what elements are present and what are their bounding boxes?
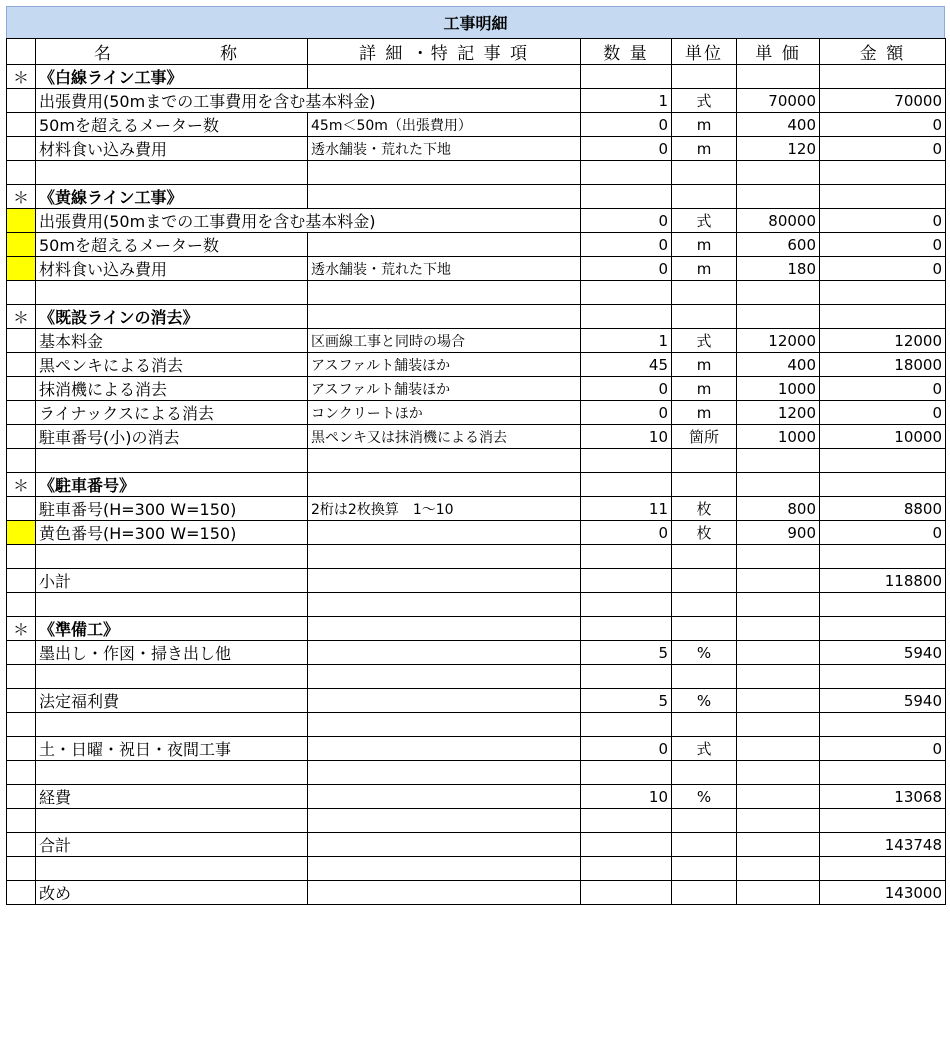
item-amount: 5940 [820,641,946,665]
row-name-cell [36,857,308,881]
row-mark-cell: ＊ [7,617,36,641]
item-detail [308,233,581,257]
item-unit [672,569,737,593]
item-amount: 0 [820,401,946,425]
table-row [7,761,946,785]
row-mark-cell [7,713,36,737]
row-mark-cell [7,665,36,689]
table-row [7,257,946,281]
row-detail-cell [308,449,581,473]
row-qty-cell [581,281,672,305]
row-amount-cell [820,185,946,209]
item-qty: 5 [581,689,672,713]
row-name-cell [36,545,308,569]
item-price: 1000 [737,377,820,401]
table-row [7,233,946,257]
item-name: 材料食い込み費用 [36,137,308,161]
item-detail: 2桁は2枚換算 1～10 [308,497,581,521]
row-qty-cell [581,161,672,185]
item-qty: 5 [581,641,672,665]
table-row [7,401,946,425]
row-unit-cell [672,713,737,737]
header-detail: 詳 細 ・特 記 事 項 [308,39,581,65]
table-row [7,617,946,641]
row-detail-cell [308,857,581,881]
header-name-part1: 名 [94,44,113,64]
row-qty-cell [581,593,672,617]
row-qty-cell [581,185,672,209]
row-mark-cell [7,497,36,521]
item-price: 1200 [737,401,820,425]
row-qty-cell [581,449,672,473]
table-row [7,497,946,521]
row-mark-cell: ＊ [7,65,36,89]
item-price: 70000 [737,89,820,113]
item-detail: アスファルト舗装ほか [308,353,581,377]
row-qty-cell [581,545,672,569]
item-amount: 0 [820,233,946,257]
item-amount: 0 [820,113,946,137]
item-price: 400 [737,113,820,137]
item-price: 800 [737,497,820,521]
row-mark-cell [7,545,36,569]
row-price-cell [737,857,820,881]
row-qty-cell [581,617,672,641]
category-title: 《既設ラインの消去》 [36,305,308,329]
row-mark-cell [7,881,36,905]
row-detail-cell [308,593,581,617]
table-row [7,569,946,593]
item-qty: 11 [581,497,672,521]
category-title: 《駐車番号》 [36,473,308,497]
row-detail-cell [308,281,581,305]
table-row [7,449,946,473]
item-name: 駐車番号(H=300 W=150) [36,497,308,521]
item-qty: 0 [581,521,672,545]
item-name: 出張費用(50mまでの工事費用を含む基本料金) [36,89,308,113]
row-unit-cell [672,449,737,473]
row-price-cell [737,617,820,641]
row-mark-cell [7,113,36,137]
table-row [7,857,946,881]
item-name: 小計 [36,569,308,593]
item-amount: 70000 [820,89,946,113]
table-row [7,713,946,737]
item-qty: 0 [581,209,672,233]
table-row [7,209,946,233]
row-amount-cell [820,281,946,305]
item-unit: m [672,137,737,161]
table-row [7,833,946,857]
row-mark-cell [7,209,36,233]
row-qty-cell [581,305,672,329]
row-mark-cell [7,449,36,473]
row-unit-cell [672,161,737,185]
row-qty-cell [581,857,672,881]
row-name-cell [36,809,308,833]
table-row [7,65,946,89]
row-price-cell [737,593,820,617]
item-price [737,881,820,905]
item-name: 法定福利費 [36,689,308,713]
header-name-part2: 称 [220,44,239,64]
row-mark-cell [7,593,36,617]
row-unit-cell [672,857,737,881]
row-amount-cell [820,161,946,185]
row-mark-cell [7,689,36,713]
item-qty [581,833,672,857]
row-mark-cell [7,761,36,785]
item-qty: 1 [581,89,672,113]
item-amount: 0 [820,377,946,401]
row-unit-cell [672,761,737,785]
table-row [7,593,946,617]
row-mark-cell [7,857,36,881]
table-row [7,305,946,329]
item-unit: 式 [672,737,737,761]
row-detail-cell [308,161,581,185]
item-price: 12000 [737,329,820,353]
table-row [7,161,946,185]
row-name-cell [36,665,308,689]
item-amount: 0 [820,209,946,233]
row-mark-cell [7,137,36,161]
item-detail [308,881,581,905]
row-mark-cell [7,809,36,833]
item-unit: 箇所 [672,425,737,449]
row-unit-cell [672,281,737,305]
sheet-title-text: 工事明細 [443,14,508,33]
table-row [7,377,946,401]
table-row [7,809,946,833]
row-mark-cell: ＊ [7,305,36,329]
item-detail: アスファルト舗装ほか [308,377,581,401]
item-detail: 黒ペンキ又は抹消機による消去 [308,425,581,449]
row-mark-cell [7,281,36,305]
table-row [7,545,946,569]
row-qty-cell [581,65,672,89]
item-price: 180 [737,257,820,281]
item-price [737,569,820,593]
row-mark-cell: ＊ [7,185,36,209]
item-unit [672,881,737,905]
row-qty-cell [581,713,672,737]
row-price-cell [737,473,820,497]
item-detail [308,641,581,665]
row-detail-cell [308,185,581,209]
table-row [7,137,946,161]
item-detail: 透水舗装・荒れた下地 [308,257,581,281]
row-mark-cell [7,257,36,281]
table-row [7,689,946,713]
item-amount: 12000 [820,329,946,353]
item-qty: 0 [581,737,672,761]
item-qty: 0 [581,113,672,137]
item-price [737,737,820,761]
item-name: 材料食い込み費用 [36,257,308,281]
row-mark-cell [7,785,36,809]
row-detail-cell [308,809,581,833]
row-unit-cell [672,593,737,617]
item-qty: 0 [581,233,672,257]
row-detail-cell [308,617,581,641]
row-amount-cell [820,857,946,881]
row-name-cell [36,713,308,737]
item-unit: 枚 [672,521,737,545]
row-detail-cell [308,545,581,569]
row-price-cell [737,713,820,737]
row-amount-cell [820,65,946,89]
item-unit [672,833,737,857]
item-detail [308,569,581,593]
table-row [7,281,946,305]
item-unit: m [672,257,737,281]
item-price: 600 [737,233,820,257]
row-qty-cell [581,665,672,689]
row-mark-cell [7,329,36,353]
row-mark-cell [7,377,36,401]
item-name: 駐車番号(小)の消去 [36,425,308,449]
item-qty: 1 [581,329,672,353]
row-mark-cell [7,89,36,113]
row-unit-cell [672,617,737,641]
item-qty: 0 [581,401,672,425]
category-title: 《準備工》 [36,617,308,641]
row-amount-cell [820,593,946,617]
item-unit: m [672,377,737,401]
row-detail-cell [308,761,581,785]
row-price-cell [737,809,820,833]
item-price: 400 [737,353,820,377]
row-price-cell [737,161,820,185]
item-amount: 8800 [820,497,946,521]
item-amount: 0 [820,737,946,761]
item-unit: 式 [672,89,737,113]
item-qty: 0 [581,137,672,161]
row-price-cell [737,761,820,785]
item-qty: 0 [581,257,672,281]
item-detail [308,521,581,545]
table-row [7,737,946,761]
row-price-cell [737,449,820,473]
table-row [7,89,946,113]
item-name: 50mを超えるメーター数 [36,113,308,137]
row-price-cell [737,665,820,689]
item-name: 50mを超えるメーター数 [36,233,308,257]
item-amount: 0 [820,257,946,281]
item-detail: コンクリートほか [308,401,581,425]
row-amount-cell [820,545,946,569]
item-name: 墨出し・作図・掃き出し他 [36,641,308,665]
row-detail-cell [308,65,581,89]
row-detail-cell [308,473,581,497]
item-unit: m [672,233,737,257]
item-unit: 式 [672,329,737,353]
row-unit-cell [672,809,737,833]
item-name: 黄色番号(H=300 W=150) [36,521,308,545]
item-unit: % [672,641,737,665]
row-qty-cell [581,809,672,833]
row-mark-cell [7,521,36,545]
row-name-cell [36,761,308,785]
row-amount-cell [820,761,946,785]
row-mark-cell [7,569,36,593]
table-row [7,881,946,905]
row-qty-cell [581,761,672,785]
item-name: 黒ペンキによる消去 [36,353,308,377]
row-qty-cell [581,473,672,497]
row-unit-cell [672,473,737,497]
table-row [7,425,946,449]
row-unit-cell [672,305,737,329]
table-row [7,641,946,665]
row-mark-cell [7,353,36,377]
item-name: 合計 [36,833,308,857]
row-price-cell [737,545,820,569]
item-unit: 枚 [672,497,737,521]
item-name: 基本料金 [36,329,308,353]
row-mark-cell [7,833,36,857]
item-detail [308,689,581,713]
item-unit: % [672,689,737,713]
row-unit-cell [672,545,737,569]
item-amount: 0 [820,137,946,161]
item-unit: % [672,785,737,809]
item-price: 1000 [737,425,820,449]
header-mark-cell [7,39,36,65]
row-amount-cell [820,305,946,329]
item-amount: 10000 [820,425,946,449]
row-price-cell [737,65,820,89]
row-name-cell [36,161,308,185]
item-unit: 式 [672,209,737,233]
item-unit: m [672,401,737,425]
row-detail-cell [308,665,581,689]
item-price [737,833,820,857]
item-price: 120 [737,137,820,161]
row-unit-cell [672,65,737,89]
header-qty: 数 量 [581,39,672,65]
item-detail [308,737,581,761]
row-price-cell [737,281,820,305]
table-row [7,353,946,377]
item-detail: 45m＜50m（出張費用） [308,113,581,137]
row-price-cell [737,305,820,329]
item-detail: 区画線工事と同時の場合 [308,329,581,353]
item-price [737,785,820,809]
item-price: 900 [737,521,820,545]
table-row [7,785,946,809]
item-unit: m [672,353,737,377]
header-unit: 単位 [672,39,737,65]
item-detail: 透水舗装・荒れた下地 [308,137,581,161]
row-mark-cell [7,233,36,257]
table-row [7,329,946,353]
table-body [7,39,946,905]
table-row [7,521,946,545]
item-name: 改め [36,881,308,905]
table-row [7,185,946,209]
row-amount-cell [820,617,946,641]
item-qty: 10 [581,785,672,809]
item-name: 出張費用(50mまでの工事費用を含む基本料金) [36,209,308,233]
header-price: 単 価 [737,39,820,65]
row-mark-cell [7,425,36,449]
row-mark-cell [7,401,36,425]
item-price [737,641,820,665]
header-row [7,39,946,65]
row-amount-cell [820,449,946,473]
row-detail-cell [308,713,581,737]
row-amount-cell [820,473,946,497]
row-name-cell [36,593,308,617]
item-amount: 18000 [820,353,946,377]
item-unit: m [672,113,737,137]
item-qty: 0 [581,377,672,401]
sheet-title [6,6,945,38]
item-detail [308,833,581,857]
row-detail-cell [308,305,581,329]
item-amount: 143748 [820,833,946,857]
table-row [7,113,946,137]
item-amount: 118800 [820,569,946,593]
row-amount-cell [820,809,946,833]
item-price [737,689,820,713]
item-amount: 0 [820,521,946,545]
item-name: 経費 [36,785,308,809]
row-mark-cell [7,161,36,185]
row-name-cell [36,449,308,473]
item-qty [581,569,672,593]
item-amount: 143000 [820,881,946,905]
row-mark-cell [7,641,36,665]
item-qty [581,881,672,905]
item-qty: 10 [581,425,672,449]
item-qty: 45 [581,353,672,377]
item-name: 土・日曜・祝日・夜間工事 [36,737,308,761]
category-title: 《白線ライン工事》 [36,65,308,89]
row-unit-cell [672,185,737,209]
item-detail [308,785,581,809]
row-unit-cell [672,665,737,689]
estimate-table [6,38,946,905]
item-amount: 13068 [820,785,946,809]
row-price-cell [737,185,820,209]
item-name: ライナックスによる消去 [36,401,308,425]
header-amount: 金 額 [820,39,946,65]
item-name: 抹消機による消去 [36,377,308,401]
row-amount-cell [820,665,946,689]
estimate-sheet [6,6,946,905]
row-mark-cell [7,737,36,761]
header-name-cell [36,39,308,65]
category-title: 《黄線ライン工事》 [36,185,308,209]
table-row [7,665,946,689]
item-amount: 5940 [820,689,946,713]
table-row [7,473,946,497]
item-price: 80000 [737,209,820,233]
row-mark-cell: ＊ [7,473,36,497]
row-amount-cell [820,713,946,737]
row-name-cell [36,281,308,305]
